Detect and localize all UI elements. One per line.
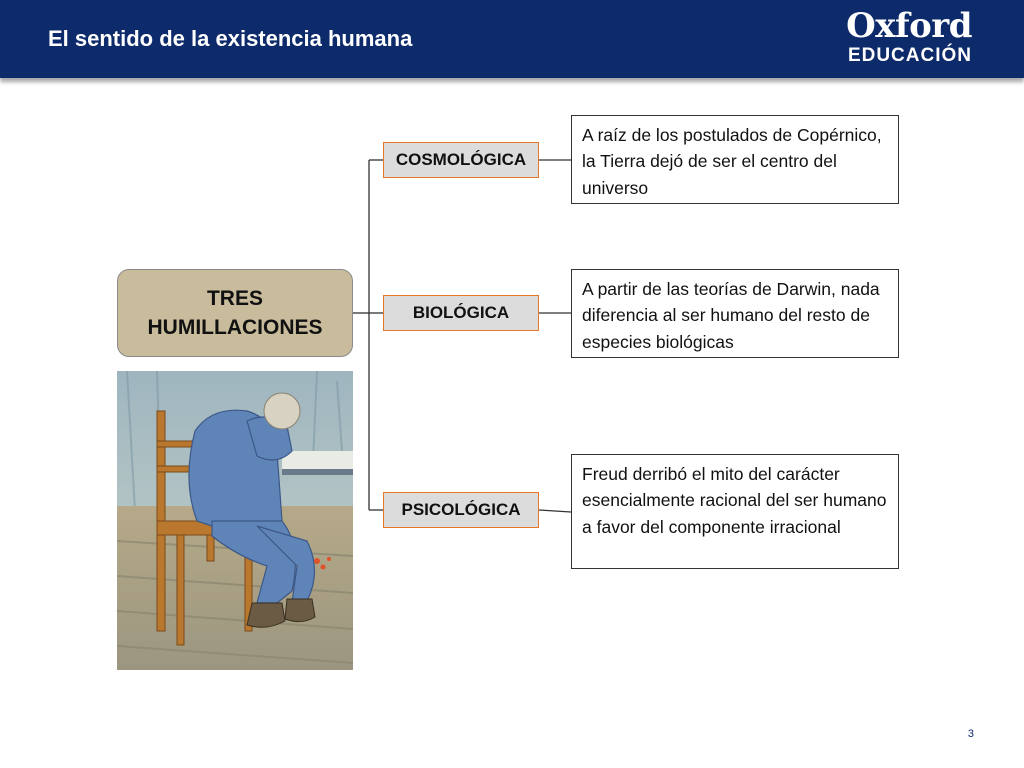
description-cosmologica: A raíz de los postulados de Copérnico, la Tierra dejó de ser el centro del universo xyxy=(571,115,899,204)
page-number: 3 xyxy=(967,728,974,740)
category-cosmologica: COSMOLÓGICA xyxy=(383,142,539,178)
connector-desc-3 xyxy=(539,510,571,512)
category-psicologica: PSICOLÓGICA xyxy=(383,492,539,528)
page-title: El sentido de la existencia humana xyxy=(48,26,413,51)
oxford-logo: Oxford xyxy=(846,6,972,46)
painting-image xyxy=(117,371,353,670)
educacion-logo: EDUCACIÓN xyxy=(847,45,972,66)
category-biologica: BIOLÓGICA xyxy=(383,295,539,331)
description-biologica: A partir de las teorías de Darwin, nada diferencia al ser humano del resto de especies biológicas xyxy=(571,269,899,358)
main-node xyxy=(117,269,353,357)
main-node-line2: HUMILLACIONES xyxy=(147,316,323,339)
main-node-line1: TRES xyxy=(206,286,263,310)
description-psicologica: Freud derribó el mito del carácter esencialmente racional del ser humano a favor del componente irracional xyxy=(571,454,899,569)
